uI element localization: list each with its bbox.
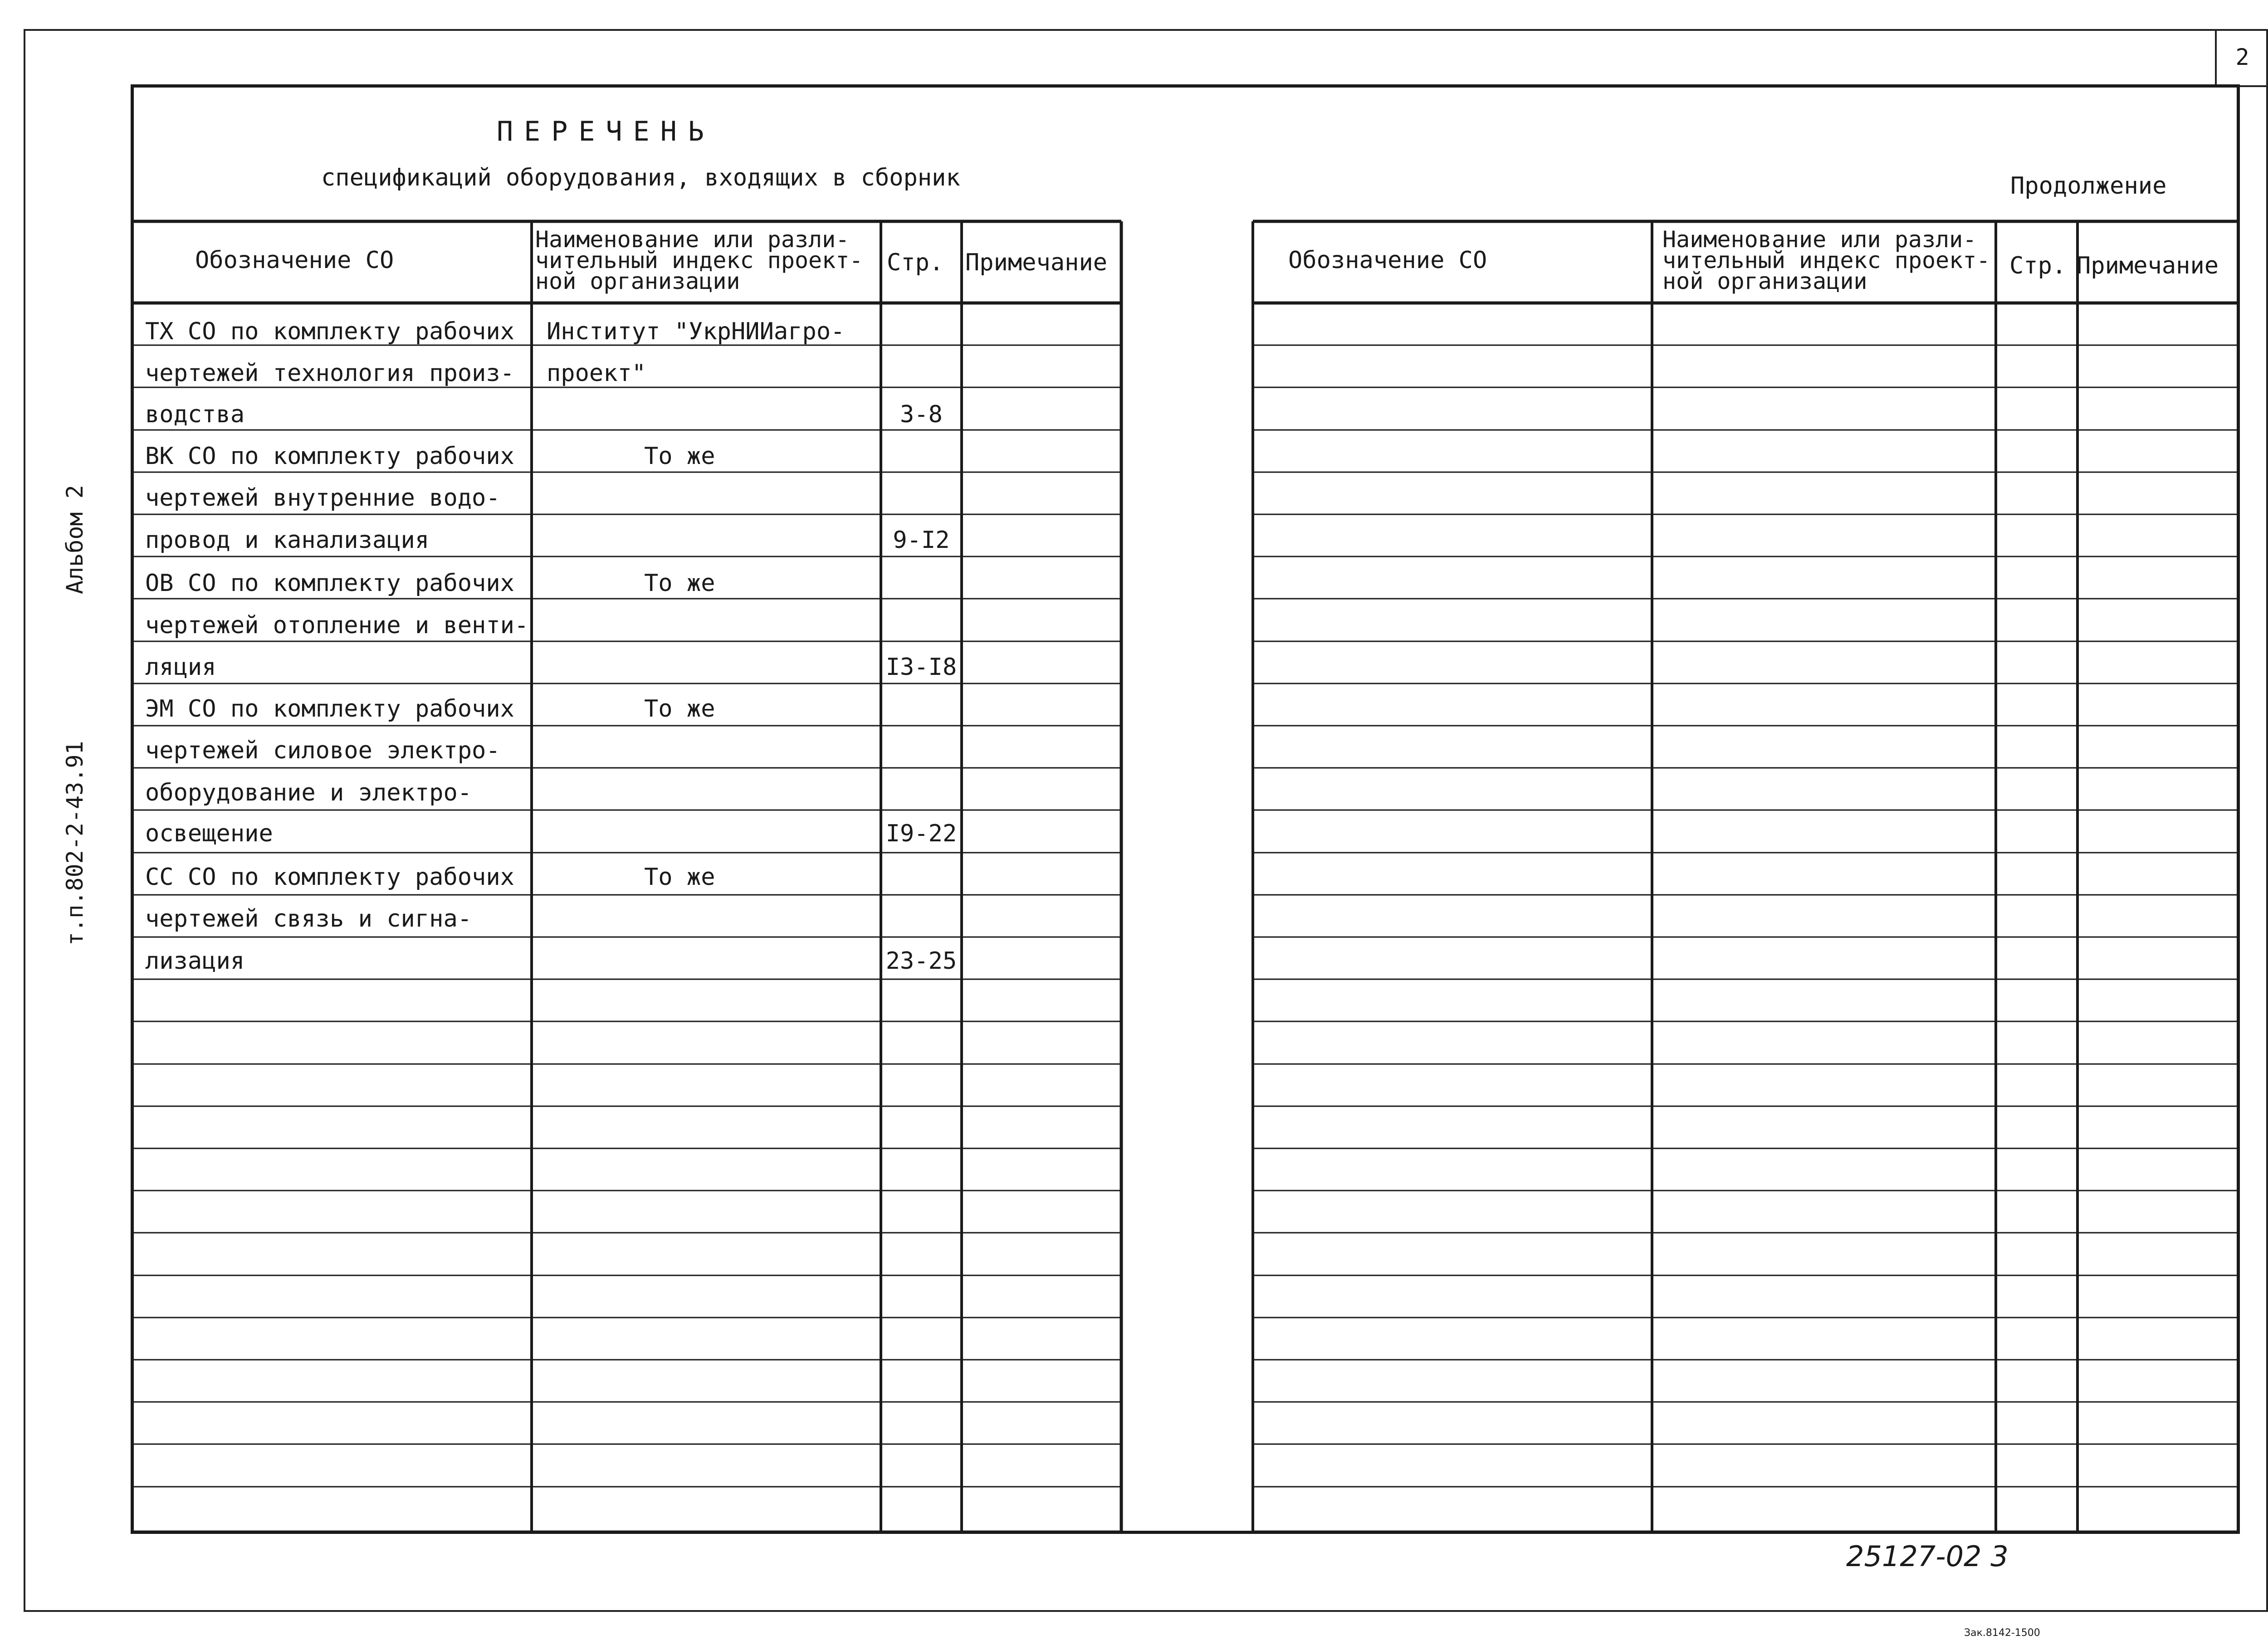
- side-album-label: Альбом 2: [62, 485, 88, 594]
- row-designation: оборудование и электро-: [145, 779, 472, 806]
- row-page: I9-22: [885, 820, 957, 847]
- left-header-note: Примечание: [965, 249, 1108, 276]
- row-name: То же: [644, 864, 715, 891]
- row-designation: ляция: [145, 654, 216, 681]
- row-designation: ОВ СО по комплекту рабочих: [145, 570, 514, 597]
- row-page: 9-I2: [893, 527, 950, 554]
- right-header-note: Примечание: [2077, 252, 2219, 279]
- row-designation: чертежей связь и сигна-: [145, 905, 472, 932]
- row-designation: чертежей внутренние водо-: [145, 484, 500, 512]
- row-designation: ЭМ СО по комплекту рабочих: [145, 695, 514, 722]
- document-subtitle: спецификаций оборудования, входящих в сборник: [321, 164, 960, 191]
- row-name: То же: [644, 570, 715, 597]
- row-designation: СС СО по комплекту рабочих: [145, 864, 514, 891]
- left-header-name: Наименование или разли- чительный индекс проект- ной организации: [535, 226, 863, 294]
- row-designation: освещение: [145, 820, 273, 847]
- row-designation: чертежей технология произ-: [145, 360, 514, 387]
- row-page: 23-25: [885, 947, 957, 975]
- right-header-name: Наименование или разли- чительный индекс проект- ной организации: [1662, 226, 1990, 294]
- row-name: Институт "УкрНИИагро-: [547, 318, 845, 345]
- page-number: 2: [2215, 29, 2268, 87]
- right-header-designation: Обозначение СО: [1288, 247, 1487, 274]
- left-header-designation: Обозначение СО: [195, 247, 394, 274]
- drawing-number: 25127-02 3: [1846, 1540, 2009, 1573]
- row-designation: лизация: [145, 947, 245, 975]
- row-designation: чертежей отопление и венти-: [145, 612, 529, 639]
- document-title: ПЕРЕЧЕНЬ: [497, 116, 715, 147]
- row-page: 3-8: [900, 401, 943, 428]
- row-name: То же: [644, 695, 715, 722]
- row-name: проект": [547, 360, 646, 387]
- row-designation: ВК СО по комплекту рабочих: [145, 443, 514, 470]
- right-header-page: Стр.: [2009, 252, 2067, 279]
- left-header-page: Стр.: [887, 249, 944, 276]
- row-designation: чертежей силовое электро-: [145, 737, 500, 764]
- row-name: То же: [644, 443, 715, 470]
- continuation-label: Продолжение: [2010, 172, 2167, 200]
- side-document-code: т.п.802-2-43.91: [62, 741, 88, 946]
- row-designation: ТХ СО по комплекту рабочих: [145, 318, 514, 345]
- row-page: I3-I8: [885, 654, 957, 681]
- row-designation: провод и канализация: [145, 527, 430, 554]
- order-stamp: Зак.8142-1500: [1964, 1627, 2040, 1639]
- sheet-inner-frame: [131, 84, 2240, 1534]
- row-designation: водства: [145, 401, 245, 428]
